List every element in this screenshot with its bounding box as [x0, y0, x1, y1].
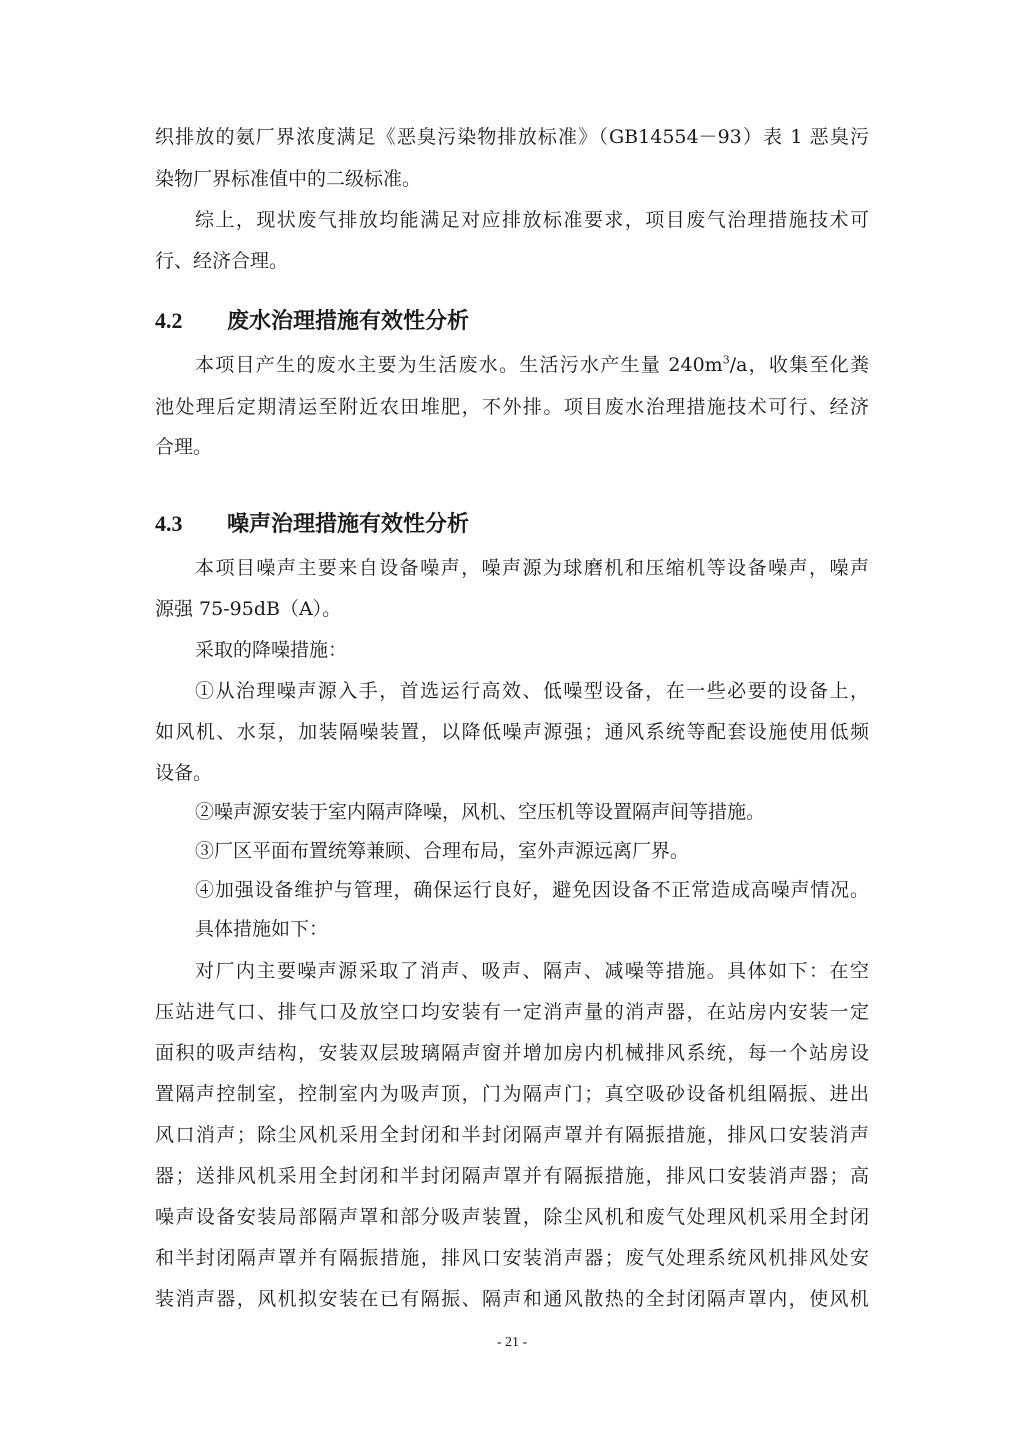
paragraph-line: 织排放的氨厂界浓度满足《恶臭污染物排放标准》（GB14554－93）表 1 恶臭污	[155, 126, 869, 148]
paragraph-line	[195, 352, 869, 378]
text-run: /a，收集至化粪	[729, 354, 869, 376]
paragraph-line: 综上，现状废气排放均能满足对应排放标准要求，项目废气治理措施技术可	[195, 209, 869, 231]
paragraph-line: 设备。	[155, 762, 213, 784]
paragraph-line: 面积的吸声结构，安装双层玻璃隔声窗并增加房内机械排风系统，每一个站房设	[155, 1042, 869, 1064]
paragraph-line: 采取的降噪措施：	[195, 639, 348, 661]
paragraph-line: 染物厂界标准值中的二级标准。	[155, 168, 422, 190]
paragraph-line: 压站进气口、排气口及放空口均安装有一定消声量的消声器，在站房内安装一定	[155, 1001, 869, 1023]
paragraph-line: 置隔声控制室，控制室内为吸声顶，门为隔声门；真空吸砂设备机组隔振、进出	[155, 1083, 869, 1105]
paragraph-line: 本项目噪声主要来自设备噪声，噪声源为球磨机和压缩机等设备噪声，噪声	[195, 557, 869, 579]
paragraph-line: 风口消声；除尘风机采用全封闭和半封闭隔声罩并有隔振措施，排风口安装消声	[155, 1124, 869, 1146]
page-number: - 21 -	[496, 1335, 528, 1350]
paragraph-line: 器；送排风机采用全封闭和半封闭隔声罩并有隔振措施，排风口安装消声器；高	[155, 1165, 869, 1187]
section-title: 废水治理措施有效性分析	[227, 308, 470, 334]
paragraph-line: ④加强设备维护与管理，确保运行良好，避免因设备不正常造成高噪声情况。	[195, 879, 869, 901]
paragraph-line: 具体措施如下：	[195, 918, 329, 940]
paragraph-line: 装消声器，风机拟安装在已有隔振、隔声和通风散热的全封闭隔声罩内，使风机	[155, 1288, 869, 1310]
paragraph-line: 源强 75-95dB（A）。	[155, 598, 342, 620]
text-run: 本项目产生的废水主要为生活废水。生活污水产生量 240m	[195, 354, 723, 376]
paragraph-line: ③厂区平面布置统筹兼顾、合理布局，室外声源远离厂界。	[195, 840, 690, 862]
section-heading-4-3	[155, 509, 869, 539]
paragraph-line: 对厂内主要噪声源采取了消声、吸声、隔声、减噪等措施。具体如下：在空	[195, 960, 869, 982]
section-title: 噪声治理措施有效性分析	[227, 511, 470, 537]
paragraph-line: 噪声设备安装局部隔声罩和部分吸声装置，除尘风机和废气处理风机采用全封闭	[155, 1206, 869, 1228]
paragraph-line: 池处理后定期清运至附近农田堆肥，不外排。项目废水治理措施技术可行、经济	[155, 396, 869, 418]
paragraph-line: ①从治理噪声源入手，首选运行高效、低噪型设备，在一些必要的设备上，	[195, 680, 869, 702]
section-number: 4.3	[155, 511, 183, 536]
section-number: 4.2	[155, 308, 183, 333]
section-heading-4-2	[155, 306, 869, 336]
paragraph-line: 和半封闭隔声罩并有隔振措施，排风口安装消声器；废气处理系统风机排风处安	[155, 1247, 869, 1269]
paragraph-line: 行、经济合理。	[155, 250, 289, 272]
paragraph-line: 如风机、水泵，加装隔噪装置，以降低噪声源强；通风系统等配套设施使用低频	[155, 721, 869, 743]
paragraph-line: ②噪声源安装于室内隔声降噪，风机、空压机等设置隔声间等措施。	[195, 801, 766, 823]
paragraph-line: 合理。	[155, 436, 213, 458]
superscript: 3	[722, 353, 730, 367]
